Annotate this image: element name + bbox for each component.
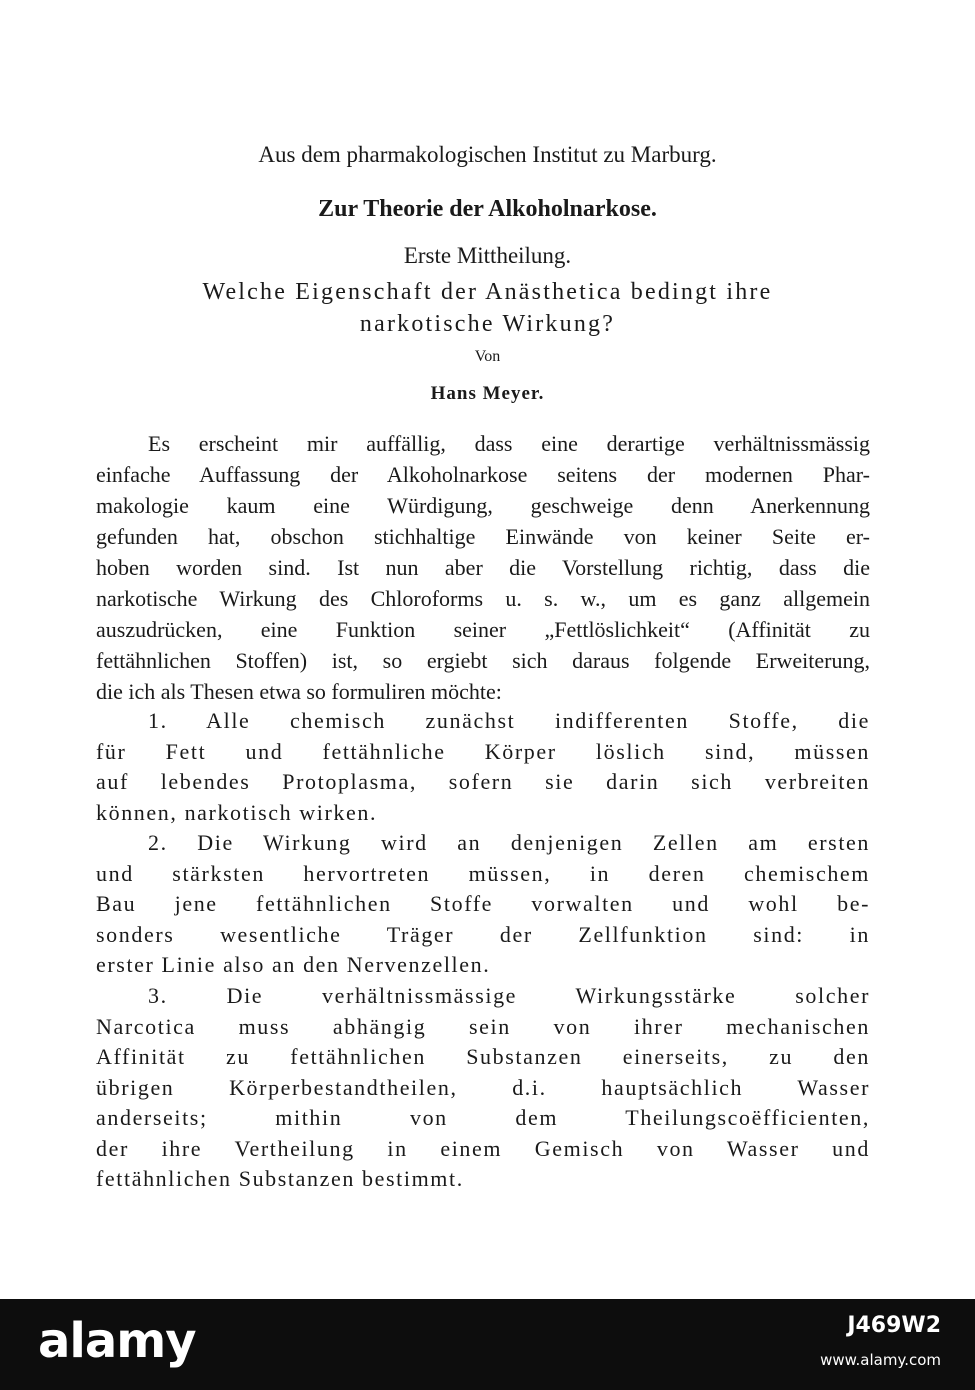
body-line: makologie kaum eine Würdigung, geschweige denn Anerkennung [96,493,870,518]
body-line: anderseits; mithin von dem Theilungscoëfficienten, [96,1105,870,1130]
body-line: fettähnlichen Substanzen bestimmt. [96,1166,464,1191]
body-line: die ich als Thesen etwa so formuliren möchte: [96,679,502,704]
site-url: www.alamy.com [820,1351,941,1369]
body-line: auf lebendes Protoplasma, sofern sie darin sich verbreiten [96,769,870,794]
article-title: Zur Theorie der Alkoholnarkose. [318,196,657,222]
body-line: erster Linie also an den Nervenzellen. [96,952,491,977]
institute-line: Aus dem pharmakologischen Institut zu Marburg. [258,142,717,167]
body-line: Affinität zu fettähnlichen Substanzen einerseits, zu den [96,1044,870,1069]
body-line: für Fett und fettähnliche Körper löslich sind, müssen [96,739,870,764]
question-line-1: Welche Eigenschaft der Anästhetica bedingt ihre [202,279,773,305]
body-line: der ihre Vertheilung in einem Gemisch von Wasser und [96,1136,870,1161]
body-line: narkotische Wirkung des Chloroforms u. s. w., um es ganz allgemein [96,586,870,611]
body-line: einfache Auffassung der Alkoholnarkose seitens der modernen Phar- [96,462,870,487]
body-line: 1. Alle chemisch zunächst indifferenten Stoffe, die [148,708,870,733]
alamy-logo: alamy [38,1313,196,1369]
body-line: 2. Die Wirkung wird an denjenigen Zellen am ersten [148,830,870,855]
watermark-bar [0,1299,975,1390]
by-line: Von [474,348,501,365]
body-line: Es erscheint mir auffällig, dass eine derartige verhältnissmässig [148,431,870,456]
body-line: gefunden hat, obschon stichhaltige Einwände von keiner Seite er- [96,524,870,549]
body-line: und stärksten hervortreten müssen, in deren chemischem [96,861,870,886]
stock-image-id: J469W2 [847,1313,941,1338]
question-line-2: narkotische Wirkung? [359,311,616,337]
body-line: sonders wesentliche Träger der Zellfunktion sind: in [96,922,870,947]
body-line: Narcotica muss abhängig sein von ihrer mechanischen [96,1014,870,1039]
body-line: übrigen Körperbestandtheilen, d.i. hauptsächlich Wasser [96,1075,870,1100]
article-subtitle: Erste Mittheilung. [403,243,572,268]
body-line: 3. Die verhältnissmässige Wirkungsstärke solcher [148,983,870,1008]
body-line: hoben worden sind. Ist nun aber die Vorstellung richtig, dass die [96,555,870,580]
article-question [0,276,975,340]
body-line: Bau jene fettähnlichen Stoffe vorwalten und wohl be- [96,891,870,916]
author-name: Hans Meyer. [430,383,545,404]
body-line: fettähnlichen Stoffen) ist, so ergiebt sich daraus folgende Erweiterung, [96,648,870,673]
body-line: auszudrücken, eine Funktion seiner „Fettlöslichkeit“ (Affinität zu [96,617,870,642]
body-line: können, narkotisch wirken. [96,800,378,825]
